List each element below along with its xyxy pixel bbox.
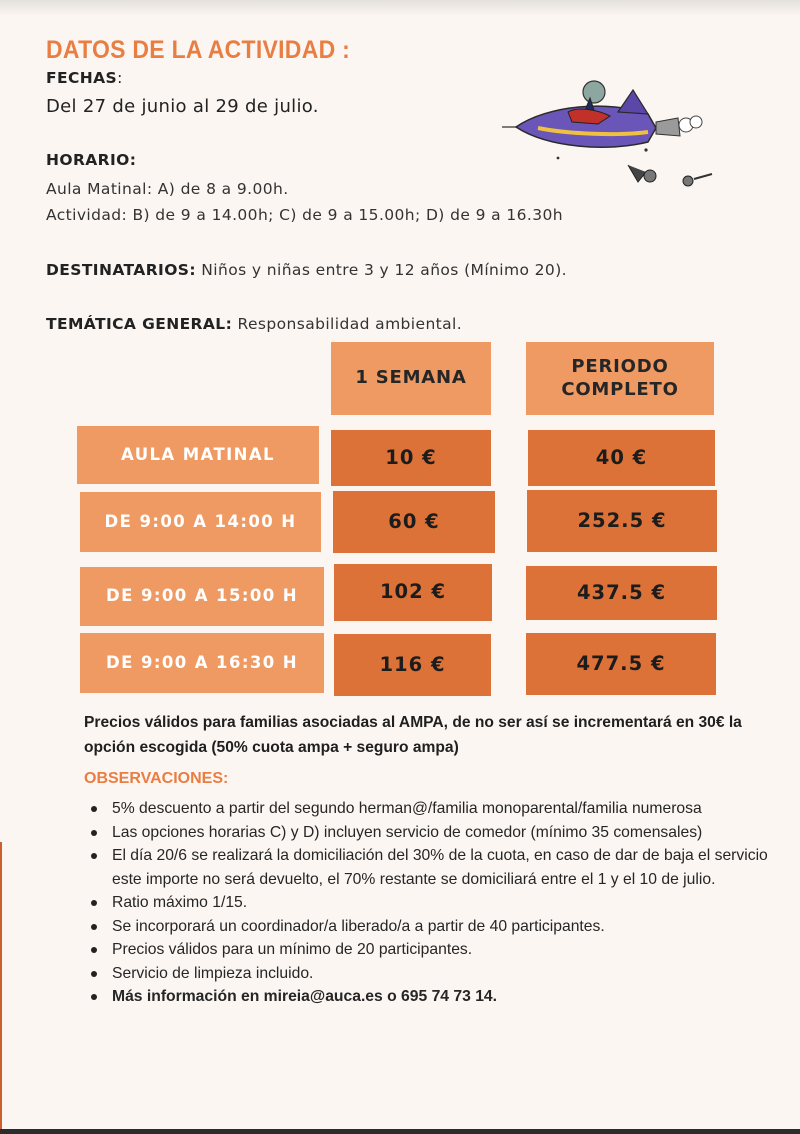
price-aula-matinal-completo: 40 € bbox=[528, 430, 715, 486]
left-edge-mark bbox=[0, 842, 2, 1132]
header-periodo-line1: PERIODO bbox=[571, 356, 669, 377]
page-title: DATOS DE LA ACTIVIDAD : bbox=[46, 36, 351, 64]
header-1-semana: 1 SEMANA bbox=[331, 342, 491, 415]
destinatarios-value: Niños y niñas entre 3 y 12 años (Mínimo 20). bbox=[195, 261, 567, 279]
list-item: Ratio máximo 1/15. bbox=[84, 891, 774, 915]
debris-dot bbox=[644, 148, 647, 151]
falling-part-2 bbox=[644, 170, 656, 182]
price-aula-matinal-semana: 10 € bbox=[331, 430, 491, 486]
pricing-note: Precios válidos para familias asociadas al AMPA, de no ser así se incrementará en 30€ la opción escogida (50% cuota ampa + seguro ampa) bbox=[84, 714, 742, 756]
row-label-9-1630: DE 9:00 A 16:30 H bbox=[80, 633, 324, 693]
falling-stick bbox=[694, 174, 712, 179]
header-periodo-line2: COMPLETO bbox=[561, 378, 679, 400]
bottom-border bbox=[0, 1129, 800, 1134]
falling-part-3 bbox=[683, 176, 693, 186]
list-item: Servicio de limpieza incluido. bbox=[84, 962, 774, 986]
rocket-character-illustration bbox=[498, 70, 728, 195]
price-9-1630-semana: 116 € bbox=[334, 634, 491, 696]
list-item: Se incorporará un coordinador/a liberado/a a partir de 40 participantes. bbox=[84, 915, 774, 939]
price-9-1630-completo: 477.5 € bbox=[526, 633, 716, 695]
list-item: Las opciones horarias C) y D) incluyen servicio de comedor (mínimo 35 comensales) bbox=[84, 821, 774, 845]
fechas-value: Del 27 de junio al 29 de julio. bbox=[46, 96, 319, 117]
price-9-14-completo: 252.5 € bbox=[527, 490, 717, 552]
falling-part-1 bbox=[628, 165, 646, 182]
debris-dot bbox=[557, 157, 560, 160]
header-periodo-completo bbox=[526, 342, 714, 415]
contact-info-item: Más información en mireia@auca.es o 695 74 73 14. bbox=[84, 985, 774, 1009]
tematica-line bbox=[46, 315, 462, 333]
character-head bbox=[583, 81, 605, 103]
list-item: Precios válidos para un mínimo de 20 participantes. bbox=[84, 938, 774, 962]
horario-line-2: Actividad: B) de 9 a 14.00h; C) de 9 a 15.00h; D) de 9 a 16.30h bbox=[46, 206, 563, 224]
smoke-puff-2 bbox=[690, 116, 702, 128]
observaciones-title: OBSERVACIONES: bbox=[84, 770, 229, 787]
top-shadow bbox=[0, 0, 800, 16]
list-item: 5% descuento a partir del segundo herman@/familia monoparental/familia numerosa bbox=[84, 797, 774, 821]
row-label-9-14: DE 9:00 A 14:00 H bbox=[80, 492, 321, 552]
price-9-15-semana: 102 € bbox=[334, 564, 492, 621]
tematica-label: TEMÁTICA GENERAL: bbox=[46, 315, 233, 333]
row-label-9-15: DE 9:00 A 15:00 H bbox=[80, 567, 324, 626]
price-9-14-semana: 60 € bbox=[333, 491, 495, 553]
destinatarios-line bbox=[46, 261, 567, 279]
rocket-fin bbox=[618, 90, 648, 114]
list-item: El día 20/6 se realizará la domiciliación del 30% de la cuota, en caso de dar de baja el servicio este importe no será devuelto, el 70% restante se domiciliará entre el 1 y el 10 de julio. bbox=[84, 844, 774, 891]
observaciones-list bbox=[84, 797, 774, 1009]
fechas-colon: : bbox=[117, 69, 123, 87]
fechas-label: FECHAS bbox=[46, 69, 118, 87]
horario-line-1: Aula Matinal: A) de 8 a 9.00h. bbox=[46, 180, 289, 198]
price-9-15-completo: 437.5 € bbox=[526, 566, 717, 620]
destinatarios-label: DESTINATARIOS: bbox=[46, 261, 196, 279]
tematica-value: Responsabilidad ambiental. bbox=[232, 315, 463, 333]
fechas-heading bbox=[46, 69, 123, 87]
rocket-exhaust bbox=[656, 118, 680, 136]
row-label-aula-matinal: AULA MATINAL bbox=[77, 426, 319, 484]
horario-label: HORARIO: bbox=[46, 151, 137, 169]
